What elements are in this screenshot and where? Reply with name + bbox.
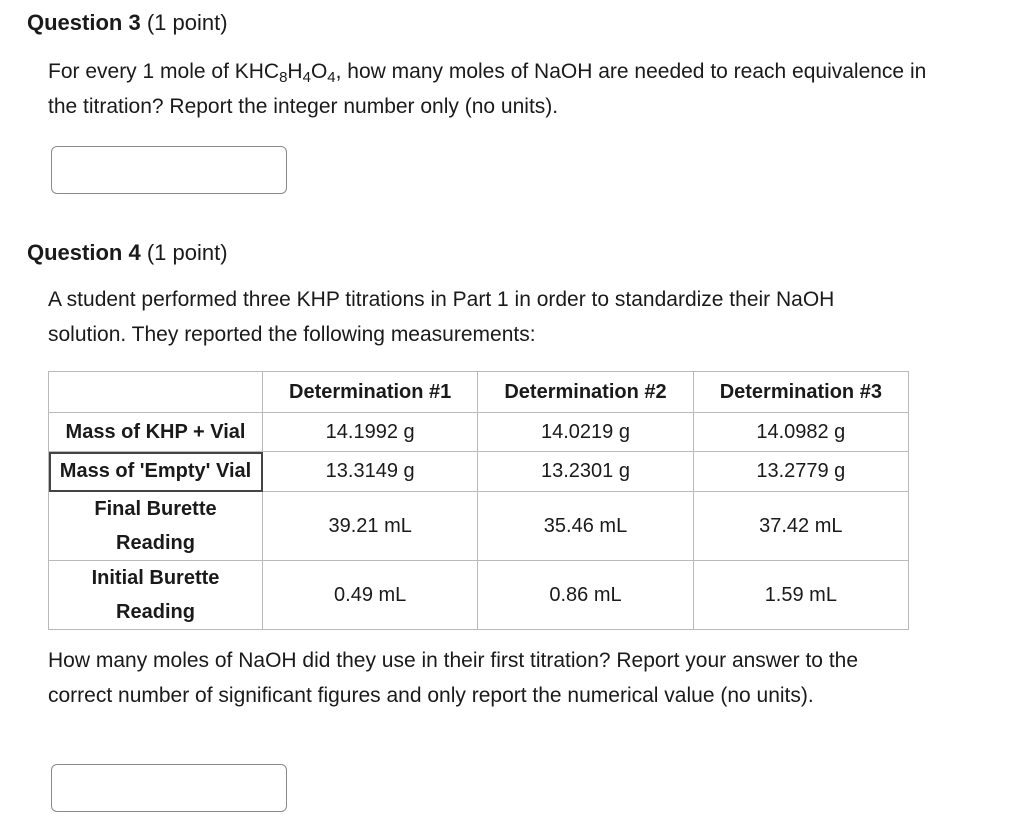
table-cell: 14.0982 g bbox=[693, 413, 908, 452]
question-3-answer-input[interactable] bbox=[51, 146, 287, 194]
table-cell: 35.46 mL bbox=[478, 492, 693, 561]
table-header-cell bbox=[49, 372, 263, 413]
table-row bbox=[49, 492, 909, 561]
table-cell: 13.3149 g bbox=[263, 452, 478, 492]
table-header-cell: Determination #2 bbox=[478, 372, 693, 413]
table-cell: 13.2301 g bbox=[478, 452, 693, 492]
question-4-question: How many moles of NaOH did they use in their first titration? Report your answer to the correct number of significant figures and only report the numerical value (no units). bbox=[48, 649, 859, 707]
table-cell: 0.49 mL bbox=[263, 561, 478, 630]
table-cell: 1.59 mL bbox=[693, 561, 908, 630]
table-cell: 0.86 mL bbox=[478, 561, 693, 630]
question-4-heading bbox=[27, 240, 228, 266]
row-label: Initial Burette Reading bbox=[49, 561, 263, 630]
table-row bbox=[49, 452, 909, 492]
table-cell: 14.1992 g bbox=[263, 413, 478, 452]
table-cell: 14.0219 g bbox=[478, 413, 693, 452]
table-cell: 37.42 mL bbox=[693, 492, 908, 561]
question-4-intro: A student performed three KHP titrations in Part 1 in order to standardize their NaOH solution. They reported the following measurements: bbox=[48, 288, 835, 346]
question-4-points: (1 point) bbox=[146, 240, 228, 265]
table-header-cell: Determination #3 bbox=[693, 372, 908, 413]
question-3-text: For every 1 mole of $KHC_8H_4O_4$, how many moles of NaOH are needed to reach equivalence in the titration? Report the integer number only (no units). bbox=[48, 60, 927, 118]
table-cell: 13.2779 g bbox=[693, 452, 908, 492]
row-label: Mass of 'Empty' Vial bbox=[49, 452, 263, 492]
measurements-table bbox=[48, 371, 909, 630]
table-cell: 39.21 mL bbox=[263, 492, 478, 561]
question-4-answer-input[interactable] bbox=[51, 764, 287, 812]
table-header-row bbox=[49, 372, 909, 413]
question-3-points: (1 point) bbox=[146, 10, 228, 35]
question-3-title: Question 3 bbox=[27, 10, 141, 35]
table-header-cell: Determination #1 bbox=[263, 372, 478, 413]
table-row bbox=[49, 561, 909, 630]
row-label: Mass of KHP + Vial bbox=[49, 413, 263, 452]
question-3-heading bbox=[27, 10, 228, 36]
question-4-title: Question 4 bbox=[27, 240, 141, 265]
row-label: Final Burette Reading bbox=[49, 492, 263, 561]
table-row bbox=[49, 413, 909, 452]
